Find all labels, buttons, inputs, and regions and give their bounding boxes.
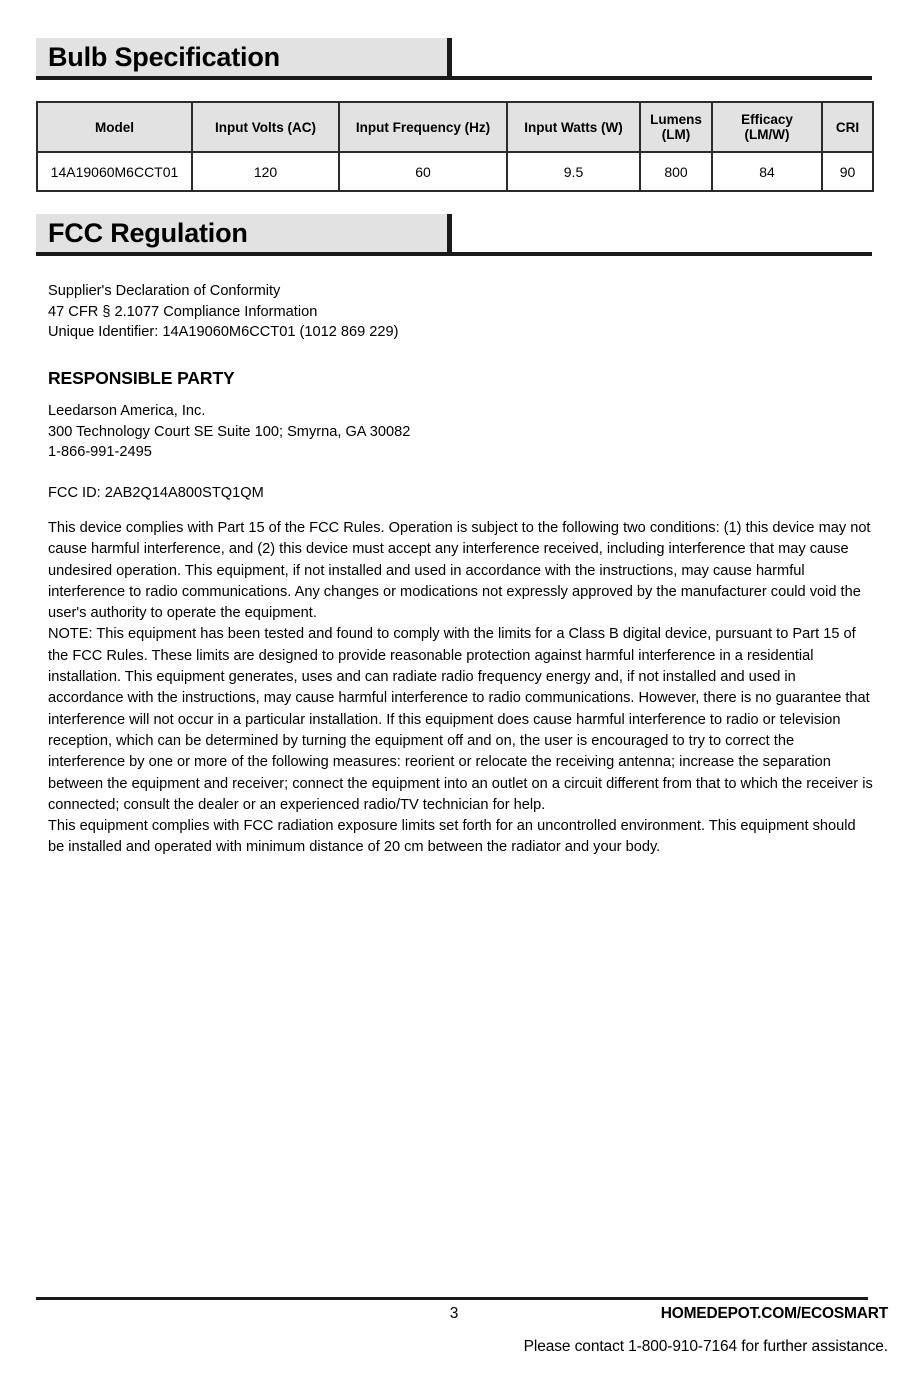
section-heading-band bbox=[36, 214, 452, 252]
table-header-model: Model bbox=[37, 102, 192, 152]
sdoc-block bbox=[48, 281, 876, 343]
page-title-bulb-specification: Bulb Specification bbox=[48, 42, 280, 72]
table-header-row bbox=[37, 102, 873, 152]
footer-page-number: 3 bbox=[449, 1305, 459, 1322]
page-title-fcc-regulation: FCC Regulation bbox=[48, 218, 248, 248]
fcc-compliance-text-block bbox=[48, 518, 874, 859]
responsible-party-block bbox=[48, 401, 876, 463]
sdoc-line-cfr: 47 CFR § 2.1077 Compliance Information bbox=[48, 303, 318, 320]
cell-input-watts: 9.5 bbox=[507, 152, 640, 191]
cell-cri: 90 bbox=[822, 152, 873, 191]
table-header-input-watts: Input Watts (W) bbox=[507, 102, 640, 152]
sdoc-line-title: Supplier's Declaration of Conformity bbox=[48, 283, 281, 299]
table-header-input-frequency: Input Frequency (Hz) bbox=[339, 102, 507, 152]
footer-row-secondary bbox=[36, 1338, 888, 1364]
fcc-id-value: FCC ID: 2AB2Q14A800STQ1QM bbox=[48, 485, 264, 501]
bulb-specification-table bbox=[36, 101, 874, 192]
responsible-party-phone: 1-866-991-2495 bbox=[48, 444, 152, 461]
section-heading-rule bbox=[36, 252, 872, 256]
responsible-party-heading: RESPONSIBLE PARTY bbox=[48, 368, 235, 388]
page-footer bbox=[36, 1305, 888, 1364]
section-heading-band bbox=[36, 38, 452, 76]
sdoc-line-unique-identifier: Unique Identifier: 14A19060M6CCT01 (1012 869 229) bbox=[48, 324, 399, 341]
table-header-cri: CRI bbox=[822, 102, 873, 152]
cell-lumens: 800 bbox=[640, 152, 712, 191]
cell-input-frequency: 60 bbox=[339, 152, 507, 191]
bulb-specification-table-wrapper bbox=[36, 101, 872, 192]
table-header-lumens: Lumens (LM) bbox=[640, 102, 712, 152]
compliance-paragraph-note: NOTE: This equipment has been tested and found to comply with the limits for a Class B digital device, pursuant to Part 15 of the FCC Rules. These limits are designed to provide reasonable protection against harmful interference in a residential installation. This equipment generates, uses and can radiate radio frequency energy and, if not installed and used in accordance with the instructions, may cause harmful interference to radio communications. However, there is no guarantee that interference will not occur in a particular installation. If this equipment does cause harmful interference to radio or television reception, which can be determined by turning the equipment off and on, the user is encouraged to try to correct the interference by one or more of the following measures: reorient or relocate the receiving antenna; increase the separation between the equipment and receiver; connect the equipment into an outlet on a circuit different from that to which the receiver is connected; consult the dealer or an experienced radio/TV technician for help. bbox=[48, 626, 873, 813]
footer-website: HOMEDEPOT.COM/ECOSMART bbox=[660, 1305, 888, 1322]
section-heading-rule bbox=[36, 76, 872, 80]
compliance-paragraph-rf-exposure: This equipment complies with FCC radiation exposure limits set forth for an uncontrolled environment. This equipment should be installed and operated with minimum distance of 20 cm between the radiator and your body. bbox=[48, 818, 856, 856]
footer-row-primary bbox=[36, 1305, 888, 1331]
responsible-party-company: Leedarson America, Inc. bbox=[48, 403, 206, 419]
table-header-input-volts: Input Volts (AC) bbox=[192, 102, 339, 152]
cell-input-volts: 120 bbox=[192, 152, 339, 191]
compliance-paragraph-part15: This device complies with Part 15 of the FCC Rules. Operation is subject to the following two conditions: (1) this device may not cause harmful interference, and (2) this device must accept any interference received, including interference that may cause undesired operation. This equipment, if not installed and used in accordance with the instructions, may cause harmful interference to radio communications. Any changes or modications not expressly approved by the manufacturer could void the user's authority to operate the equipment. bbox=[48, 520, 871, 622]
footer-contact-text: Please contact 1-800-910-7164 for further assistance. bbox=[523, 1338, 888, 1355]
table-row bbox=[37, 152, 873, 191]
cell-efficacy: 84 bbox=[712, 152, 822, 191]
table-header-efficacy: Efficacy (LM/W) bbox=[712, 102, 822, 152]
footer-rule bbox=[36, 1297, 868, 1300]
responsible-party-address: 300 Technology Court SE Suite 100; Smyrna, GA 30082 bbox=[48, 423, 411, 440]
cell-model: 14A19060M6CCT01 bbox=[37, 152, 192, 191]
fcc-id-block bbox=[48, 483, 876, 504]
